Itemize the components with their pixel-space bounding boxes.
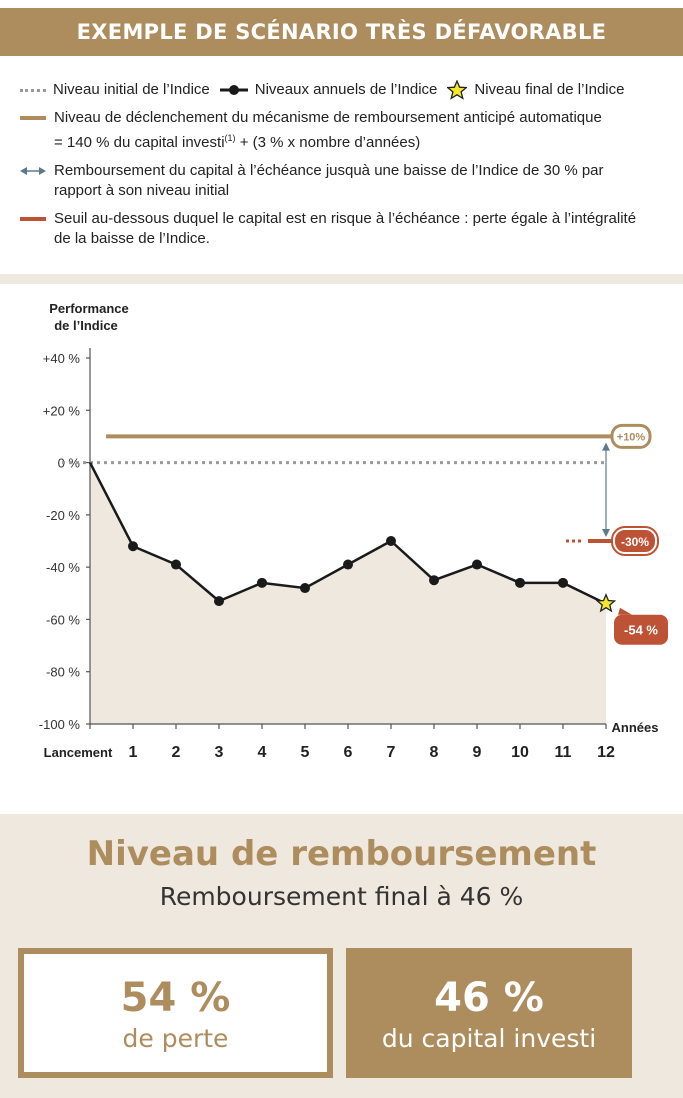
y-tick-label: -100 %: [38, 717, 80, 732]
red-line-icon: [20, 217, 46, 221]
legend-trigger-line1: Niveau de déclenchement du mécanisme de remboursement anticipé automatique: [54, 109, 602, 126]
y-tick-label: +40 %: [42, 351, 80, 366]
legend-trigger-line2b: + (3 % x nombre d’années): [235, 134, 421, 151]
data-point: [429, 575, 439, 585]
star-icon: [447, 80, 467, 100]
line-marker-icon: [220, 84, 248, 96]
gold-line-icon: [20, 116, 46, 120]
title-banner: [0, 8, 683, 56]
data-point: [386, 536, 396, 546]
capital-label: du capital investi: [381, 1024, 597, 1053]
legend-annual-label: Niveaux annuels de l’Indice: [254, 81, 438, 98]
x-tick-label: 11: [554, 744, 572, 761]
data-point: [171, 560, 181, 570]
x-tick-label: 8: [429, 744, 439, 761]
data-point: [128, 541, 138, 551]
legend-item-capital: [20, 161, 660, 201]
y-tick-label: -20 %: [46, 507, 80, 523]
data-point: [214, 596, 224, 606]
legend-item-initial: [20, 80, 210, 100]
legend-initial-label: Niveau initial de l’Indice: [53, 81, 210, 98]
y-tick-label: 0 %: [57, 455, 80, 471]
y-tick-label: -60 %: [46, 612, 80, 628]
y-axis-label: Performance: [49, 301, 129, 316]
final-value-label: -54 %: [624, 622, 658, 638]
legend-item-final: [447, 80, 624, 100]
performance-chart: [0, 284, 683, 804]
x-tick-label: Lancement: [43, 745, 113, 760]
legend-item-risk: [20, 209, 660, 249]
final-value-badge-pointer: [618, 608, 632, 615]
x-tick-label: 4: [257, 744, 267, 761]
legend-item-annual: [220, 80, 438, 100]
legend-final-label: Niveau final de l’Indice: [474, 81, 625, 98]
arrow-head-down: [602, 529, 610, 537]
section-separator: [0, 274, 683, 284]
x-tick-label: 9: [472, 744, 482, 761]
area-under-series: [90, 463, 606, 724]
barrier-label: -30%: [620, 535, 650, 549]
data-point: [515, 578, 525, 588]
legend-capital-text: [54, 161, 604, 201]
x-tick-label: 10: [511, 744, 529, 761]
y-tick-label: -40 %: [46, 560, 80, 576]
legend-row-markers: [20, 80, 660, 100]
summary-title: Niveau de remboursement: [86, 834, 597, 874]
y-tick-label: -80 %: [46, 664, 80, 680]
dotted-line-icon: [20, 89, 46, 92]
x-axis-label: Années: [611, 720, 659, 735]
legend-trigger-footnote: (1): [224, 133, 236, 143]
data-point: [558, 578, 568, 588]
x-tick-label: 5: [300, 744, 310, 761]
x-tick-label: 12: [597, 744, 615, 761]
y-axis-label: de l’Indice: [54, 318, 118, 333]
legend-trigger-text: [54, 108, 602, 153]
legend-trigger-line2: [54, 128, 602, 153]
legend-capital-line1: Remboursement du capital à l’échéance jusquà une baisse de l’Indice de 30 % par: [54, 162, 604, 179]
legend-trigger-line2a: = 140 % du capital investi: [54, 134, 225, 151]
data-point: [472, 560, 482, 570]
trigger-level-label: +10%: [616, 431, 646, 444]
data-point: [257, 578, 267, 588]
repayment-summary: [0, 814, 683, 1098]
x-tick-label: 7: [386, 744, 396, 761]
x-tick-label: 3: [214, 744, 224, 761]
data-point: [300, 583, 310, 593]
data-point: [343, 560, 353, 570]
capital-box: [346, 948, 632, 1078]
arrow-head-up: [602, 443, 610, 451]
legend-risk-line2: de la baisse de l’Indice.: [54, 230, 210, 247]
y-tick-label: +20 %: [42, 403, 80, 419]
summary-subtitle: Remboursement final à 46 %: [159, 882, 524, 911]
x-tick-label: 2: [171, 744, 181, 761]
legend-risk-text: [54, 209, 636, 249]
loss-value: 54 %: [120, 975, 231, 1021]
double-arrow-icon: [20, 166, 46, 176]
x-tick-label: 6: [343, 744, 353, 761]
page-title: EXEMPLE DE SCÉNARIO TRÈS DÉFAVORABLE: [76, 20, 607, 44]
legend: [20, 80, 660, 249]
capital-value: 46 %: [434, 975, 544, 1021]
x-tick-label: 1: [128, 744, 138, 761]
loss-label: de perte: [122, 1024, 229, 1053]
legend-capital-line2: rapport à son niveau initial: [54, 182, 230, 199]
legend-item-trigger: [20, 108, 660, 153]
legend-risk-line1: Seuil au-dessous duquel le capital est en risque à l’échéance : perte égale à l’intégralité: [54, 210, 637, 227]
loss-box: [18, 948, 333, 1078]
